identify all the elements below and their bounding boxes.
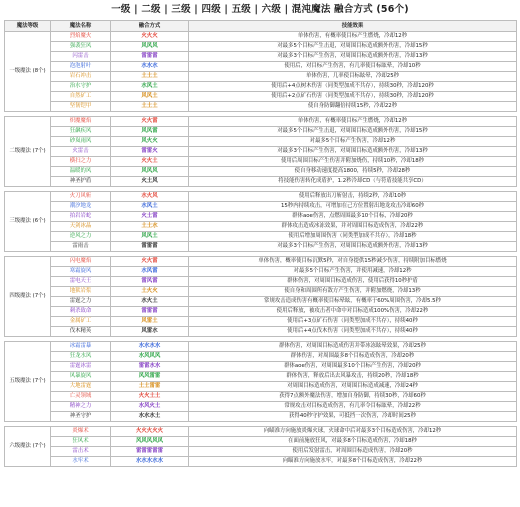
fusion-combo: 水火土 xyxy=(111,297,189,307)
table-row xyxy=(5,127,517,137)
spell-name: 金属矿工 xyxy=(51,317,111,327)
spell-name: 强袭狂风 xyxy=(51,42,111,52)
skill-effect: 群体伤害，对周围目标造成伤害并带冰冻眩晕效果，冷却25秒 xyxy=(189,342,517,352)
table-row xyxy=(5,157,517,167)
spell-name: 潮汐地龙 xyxy=(51,202,111,212)
spell-name: 雷电天王 xyxy=(51,277,111,287)
fusion-combo: 火火雷 xyxy=(111,117,189,127)
skill-effect: 群体伤害，对周围最多8个目标造成伤害，冷却20秒 xyxy=(189,352,517,362)
table-row xyxy=(5,102,517,112)
header-level: 魔法等级 xyxy=(5,21,51,32)
table-row xyxy=(5,92,517,102)
table-row xyxy=(5,62,517,72)
spell-name: 精神之力 xyxy=(51,402,111,412)
fusion-combo: 雷风雷 xyxy=(111,277,189,287)
fusion-combo: 水水水水水 xyxy=(111,457,189,467)
fusion-combo: 水水水水 xyxy=(111,342,189,352)
table-row xyxy=(5,277,517,287)
fusion-combo: 雷雷雷 xyxy=(111,307,189,317)
skill-effect: 使用后，对目标产生伤害，有几率使目标眩晕，冷却10秒 xyxy=(189,62,517,72)
table-row xyxy=(5,222,517,232)
spell-name: 风暴旋风 xyxy=(51,372,111,382)
skill-effect: 使用后发射雷击，对周围目标造成伤害，冷却20秒 xyxy=(189,447,517,457)
skill-effect: 使自身防御翻倍持续15秒，冷却22秒 xyxy=(189,102,517,112)
skill-effect: 单体伤害，几率使目标眩晕，冷却25秒 xyxy=(189,72,517,82)
skill-effect: 常规攻击对目标造成伤害，有几率令目标眩晕，冷却22秒 xyxy=(189,402,517,412)
skill-effect: 对最多3个目标产生伤害，对周围目标造成额外伤害，冷却13秒 xyxy=(189,242,517,252)
skill-effect: 使用后增加周围伤害（同类型加成不共存），冷却18秒 xyxy=(189,232,517,242)
table-row xyxy=(5,437,517,447)
fusion-combo: 土土土 xyxy=(111,72,189,82)
table-body xyxy=(5,32,517,467)
fusion-combo: 风火火 xyxy=(111,137,189,147)
spell-name: 地狱岩浆 xyxy=(51,287,111,297)
table-row xyxy=(5,342,517,352)
fusion-combo: 水水水土 xyxy=(111,412,189,422)
spell-name: 温暖的风 xyxy=(51,167,111,177)
skill-effect: 在面前施放狂风，对最多8个目标造成伤害，冷却18秒 xyxy=(189,437,517,447)
table-row xyxy=(5,177,517,187)
spell-name: 炎爆术 xyxy=(51,427,111,437)
fusion-combo: 土火火 xyxy=(111,287,189,297)
fusion-combo: 火火雷 xyxy=(111,257,189,267)
table-row xyxy=(5,147,517,157)
skill-effect: 使用后+2点矿石伤害（同类型加成不共存），持续30秒，冷却120秒 xyxy=(189,92,517,102)
skill-effect: 将技能伤害转化成盾护，1.2秒冷却CD（与符盾技能共享CD） xyxy=(189,177,517,187)
table-row xyxy=(5,327,517,337)
spell-name: 闪电魔焰 xyxy=(51,257,111,267)
fusion-combo: 雷雷雷雷雷 xyxy=(111,447,189,457)
skill-effect: 单体伤害，有概率使目标产生燃烧，冷却12秒 xyxy=(189,32,517,42)
fusion-combo: 水水水 xyxy=(111,62,189,72)
fusion-combo: 雷雷水水 xyxy=(111,362,189,372)
spell-name: 雷击术 xyxy=(51,447,111,457)
table-row xyxy=(5,42,517,52)
spell-name: 狂飙疾风 xyxy=(51,127,111,137)
spell-name: 刺杀致命 xyxy=(51,307,111,317)
spell-name: 雷霆之力 xyxy=(51,297,111,307)
fusion-combo: 土土水 xyxy=(111,222,189,232)
fusion-combo: 雷雷火 xyxy=(111,147,189,157)
spell-name: 坚韧铠甲 xyxy=(51,102,111,112)
spell-name: 寒霜旋风 xyxy=(51,267,111,277)
table-row xyxy=(5,267,517,277)
table-row xyxy=(5,242,517,252)
skill-effect: 对最多5个目标产生伤害，并使用减速，冷却12秒 xyxy=(189,267,517,277)
table-row xyxy=(5,402,517,412)
spell-name: 砂岚雨风 xyxy=(51,137,111,147)
level-cell: 四级魔法 (7个) xyxy=(5,257,51,337)
table-row xyxy=(5,297,517,307)
fusion-combo: 火土风 xyxy=(111,177,189,187)
fusion-combo: 水火风 xyxy=(111,192,189,202)
skill-effect: 使自身和周围所有敌方产生伤害，并附加燃烧，冷却13秒 xyxy=(189,287,517,297)
table-row xyxy=(5,372,517,382)
table-row xyxy=(5,82,517,92)
spell-name: 雷霆冰雷 xyxy=(51,362,111,372)
skill-effect: 使用后周围目标产生伤害并附加烧伤，持续10秒，冷却18秒 xyxy=(189,157,517,167)
page-title: 一级 | 二级 | 三级 | 四级 | 五级 | 六级 | 混沌魔法 融合方式 (56个) xyxy=(111,4,409,15)
spell-name: 治水守护 xyxy=(51,82,111,92)
spell-name: 水牢术 xyxy=(51,457,111,467)
skill-effect: 群体伤害，对周围目标造成伤害，使用后获得10秒护盾 xyxy=(189,277,517,287)
spell-name: 岩石冲击 xyxy=(51,72,111,82)
spell-name: 闪雷击 xyxy=(51,52,111,62)
fusion-combo: 雷雷雷 xyxy=(111,52,189,62)
table-row xyxy=(5,287,517,297)
spell-name: 伐木精英 xyxy=(51,327,111,337)
fusion-combo: 风风土 xyxy=(111,232,189,242)
fusion-combo: 水风土 xyxy=(111,82,189,92)
spell-name: 泡泡射叶 xyxy=(51,62,111,72)
table-row xyxy=(5,392,517,402)
level-cell: 六级魔法 (7个) xyxy=(5,427,51,467)
skill-effect: 对最多5个目标产生击退，对周围目标造成额外伤害，冷却15秒 xyxy=(189,127,517,137)
spell-name: 神圣守护 xyxy=(51,412,111,422)
magic-fusion-table xyxy=(4,20,517,467)
header-effect: 技能效果 xyxy=(189,21,517,32)
skill-effect: 群体aoe伤害，对周围最多10个目标产生伤害，冷却20秒 xyxy=(189,362,517,372)
level-cell: 二级魔法 (7个) xyxy=(5,117,51,187)
skill-effect: 群体攻击造成冰冻效果，并对周围目标造成伤害，冷却22秒 xyxy=(189,222,517,232)
spell-name: 狂风术 xyxy=(51,437,111,447)
spell-name: 拍岩岩蛇 xyxy=(51,212,111,222)
table-row xyxy=(5,52,517,62)
header-name: 魔法名称 xyxy=(51,21,111,32)
spell-name: 火雷击 xyxy=(51,147,111,157)
level-cell: 一级魔法 (8个) xyxy=(5,32,51,112)
skill-effect: 对最多5个目标产生伤害，冷却12秒 xyxy=(189,137,517,147)
skill-effect: 获得40秒守护效果，可抵挡一次伤害，冷却时间25秒 xyxy=(189,412,517,422)
fusion-combo: 水风火土 xyxy=(111,402,189,412)
table-row xyxy=(5,202,517,212)
table-row xyxy=(5,257,517,267)
skill-effect: 获得7点额外魔法伤害，增加自身防御，持续30秒，冷却60秒 xyxy=(189,392,517,402)
skill-effect: 使用后+4点树木伤害（同类型加成不共存），持续30秒，冷却120秒 xyxy=(189,82,517,92)
fusion-combo: 风风雷 xyxy=(111,127,189,137)
table-row xyxy=(5,412,517,422)
table-row xyxy=(5,447,517,457)
spell-name: 横扫之力 xyxy=(51,157,111,167)
fusion-combo: 风风风 xyxy=(111,167,189,177)
table-row xyxy=(5,232,517,242)
spell-name: 炽魔魔焰 xyxy=(51,117,111,127)
table-row xyxy=(5,117,517,127)
fusion-combo: 水风雷 xyxy=(111,267,189,277)
table-row xyxy=(5,317,517,327)
fusion-combo: 火火土 xyxy=(111,157,189,167)
table-row xyxy=(5,137,517,147)
skill-effect: 使用后+3点矿石伤害（同类型加成不共存），持续40秒 xyxy=(189,317,517,327)
fusion-combo: 水风土 xyxy=(111,202,189,212)
table-row xyxy=(5,32,517,42)
spell-name: 烈焰魔火 xyxy=(51,32,111,42)
table-row xyxy=(5,167,517,177)
spell-name: 天剑冰晶 xyxy=(51,222,111,232)
fusion-combo: 水风风风 xyxy=(111,352,189,362)
fusion-combo: 火火火 xyxy=(111,32,189,42)
skill-effect: 常规攻击造成伤害有概率使目标晕眩，有概率于60%周围伤害，冷却5.5秒 xyxy=(189,297,517,307)
fusion-combo: 雷雷雷 xyxy=(111,242,189,252)
skill-effect: 单体伤害，有概率使目标产生燃烧，冷却12秒 xyxy=(189,117,517,127)
header-combo: 融合方式 xyxy=(111,21,189,32)
spell-name: 狂龙水风 xyxy=(51,352,111,362)
header-row xyxy=(5,21,517,32)
level-cell: 三级魔法 (6个) xyxy=(5,192,51,252)
fusion-combo: 风雷水 xyxy=(111,327,189,337)
skill-effect: 使自身移动速度提高1800，持续5秒，冷却28秒 xyxy=(189,167,517,177)
table-row xyxy=(5,362,517,372)
fusion-combo: 风风风风风 xyxy=(111,437,189,447)
skill-effect: 向瞄准方向施放炎爆火球，火球命中后对最多3个目标造成伤害，冷却12秒 xyxy=(189,427,517,437)
fusion-combo: 风风雷雷 xyxy=(111,372,189,382)
table-row xyxy=(5,192,517,202)
spell-name: 亡灵领域 xyxy=(51,392,111,402)
table-row xyxy=(5,352,517,362)
skill-effect: 使用后释放出刀斩射击，持续2秒，冷却10秒 xyxy=(189,192,517,202)
spell-name: 雷雨击 xyxy=(51,242,111,252)
spell-name: 自然矿工 xyxy=(51,92,111,102)
fusion-combo: 土土土 xyxy=(111,102,189,112)
fusion-combo: 火火土土 xyxy=(111,392,189,402)
skill-effect: 单体伤害，概率使目标沉默5秒，对自身提供15秒减少伤害，持续附加目标燃烧 xyxy=(189,257,517,267)
spell-name: 逆风之力 xyxy=(51,232,111,242)
table-row xyxy=(5,212,517,222)
skill-effect: 使用后+4点伐木伤害（同类型加成不共存），持续40秒 xyxy=(189,327,517,337)
table-row xyxy=(5,307,517,317)
fusion-combo: 风雷土 xyxy=(111,317,189,327)
skill-effect: 向瞄准方向施放水牢，对最多8个目标造成伤害，冷却22秒 xyxy=(189,457,517,467)
fusion-combo: 风风风 xyxy=(111,42,189,52)
skill-effect: 15秒内持续攻击，可增加在己方位置射出地龙攻击冷却60秒 xyxy=(189,202,517,212)
table-row xyxy=(5,427,517,437)
fusion-combo: 火土雷 xyxy=(111,212,189,222)
table-row xyxy=(5,382,517,392)
fusion-combo: 土土雷雷 xyxy=(111,382,189,392)
spell-name: 神圣护盾 xyxy=(51,177,111,187)
fusion-combo: 火火火火火 xyxy=(111,427,189,437)
table-row xyxy=(5,72,517,82)
skill-effect: 对最多3个目标产生伤害，对周围目标造成额外伤害，冷却13秒 xyxy=(189,147,517,157)
fusion-combo: 风风土 xyxy=(111,92,189,102)
skill-effect: 群体伤害，释放后出去风暴攻击，持续20秒，冷却18秒 xyxy=(189,372,517,382)
skill-effect: 对周围目标造成伤害，对周围目标造成减速，冷却24秒 xyxy=(189,382,517,392)
skill-effect: 对最多5个目标产生击退，对周围目标造成额外伤害，冷却15秒 xyxy=(189,42,517,52)
spell-name: 冰霜雷暴 xyxy=(51,342,111,352)
skill-effect: 对最多3个目标产生伤害，对周围目标造成额外伤害，冷却13秒 xyxy=(189,52,517,62)
level-cell: 五级魔法 (7个) xyxy=(5,342,51,422)
table-row xyxy=(5,457,517,467)
skill-effect: 群体aoe伤害，点燃周围最多10个目标，冷却20秒 xyxy=(189,212,517,222)
spell-name: 大地雷霆 xyxy=(51,382,111,392)
skill-effect: 使用后释放，被攻击者中命中对目标造成100%伤害，冷却22秒 xyxy=(189,307,517,317)
spell-name: 火刀风斩 xyxy=(51,192,111,202)
